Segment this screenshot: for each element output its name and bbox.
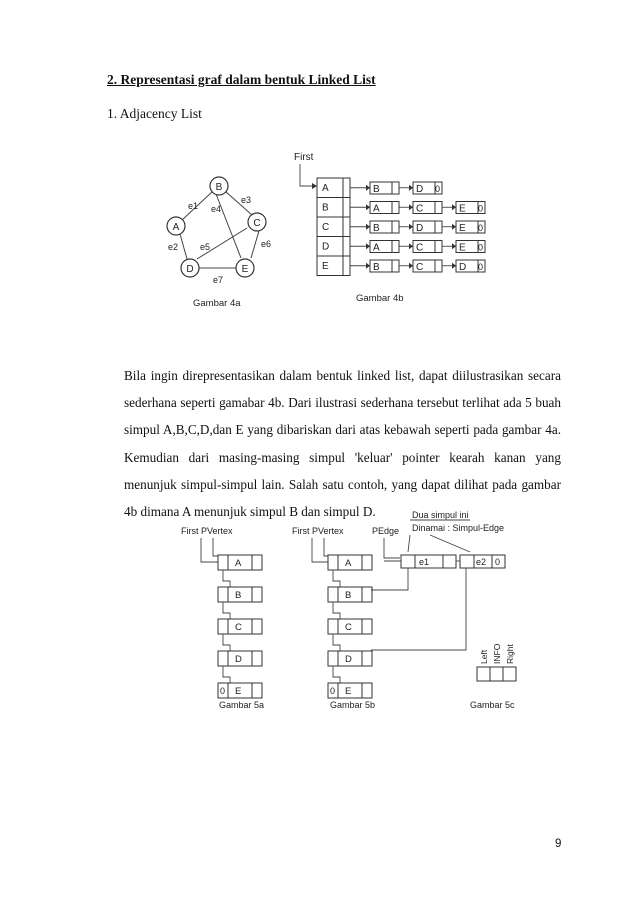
adj-node: D [416, 223, 424, 234]
caption-5b: Gambar 5b [330, 700, 376, 710]
null-pointer: 0 [478, 203, 484, 214]
vertex-label: E [345, 686, 352, 697]
vertex-label: A [345, 558, 352, 569]
adj-node: C [416, 262, 424, 273]
svg-text:e3: e3 [241, 195, 252, 205]
adj-node: D [416, 184, 424, 195]
vertex-label: E [235, 686, 242, 697]
adj-node: E [459, 203, 466, 215]
vertex-label: B [345, 590, 352, 601]
adj-node: B [373, 184, 380, 195]
adj-node: C [416, 203, 424, 215]
pointer-label-5a: First PVertex [181, 526, 233, 536]
svg-text:B: B [215, 182, 223, 193]
first-label: First [294, 152, 314, 163]
caption-5c: Gambar 5c [470, 700, 515, 710]
vertex-label: D [345, 654, 352, 665]
pedge-label: PEdge [372, 526, 400, 536]
note-line-1: Dua simpul ini [412, 510, 469, 520]
svg-text:C: C [253, 218, 261, 229]
section-subheading: 1. Adjacency List [107, 106, 202, 121]
vertex-label: A [235, 558, 242, 569]
adj-node: C [416, 242, 424, 254]
svg-text:e2: e2 [168, 242, 179, 252]
null-pointer: 0 [478, 223, 484, 233]
section-heading: 2. Representasi graf dalam bentuk Linked List [107, 72, 376, 87]
row-vertex: E [322, 261, 329, 272]
svg-text:E: E [241, 264, 249, 275]
field-info: INFO [492, 643, 502, 664]
vertex-label: D [235, 654, 242, 665]
svg-text:e1: e1 [188, 201, 199, 211]
svg-text:A: A [172, 222, 180, 233]
adj-node: D [459, 262, 467, 273]
svg-text:e6: e6 [261, 239, 272, 249]
svg-text:e2: e2 [476, 557, 487, 567]
svg-text:e4: e4 [211, 204, 222, 214]
body-paragraph: Bila ingin direpresentasikan dalam bentuk linked list, dapat diilustrasikan secara sederhana seperti gamabar 4b. Dari ilustrasi sederhana tersebut terlihat ada 5 buah simpul A,B,C,D,dan E yang dibariskan dari atas kebawah seperti pada gambar 4a. Kemudian dari masing-masing simpul 'keluar' pointer kearah kanan yang menunjuk simpul-simpul lain. Salah satu contoh, yang dapat dilihat pada gambar 4b dimana A menunjuk simpul B dan simpul D. [124, 368, 561, 520]
svg-text:0: 0 [495, 557, 501, 567]
row-vertex: A [322, 183, 329, 194]
null-pointer: 0 [330, 686, 336, 696]
vertex-label: C [235, 622, 242, 633]
adj-node: E [459, 242, 466, 254]
pointer-label-5b: First PVertex [292, 526, 344, 536]
null-pointer: 0 [220, 686, 226, 696]
caption-5a: Gambar 5a [219, 700, 265, 710]
svg-text:e7: e7 [213, 275, 224, 285]
vertex-label: B [235, 590, 242, 601]
null-pointer: 0 [478, 242, 484, 253]
adj-node: B [373, 223, 380, 234]
svg-text:D: D [186, 264, 194, 275]
page-number: 9 [555, 838, 562, 850]
adj-node: A [373, 242, 380, 254]
row-vertex: D [322, 241, 330, 253]
svg-text:e5: e5 [200, 242, 211, 252]
caption-4b: Gambar 4b [356, 293, 404, 304]
null-pointer: 0 [478, 262, 484, 272]
adj-node: E [459, 223, 466, 234]
note-line-2: Dinamai : Simpul-Edge [412, 523, 505, 533]
row-vertex: C [322, 222, 330, 233]
adj-node: A [373, 203, 380, 215]
null-pointer: 0 [435, 184, 441, 194]
vertex-label: C [345, 622, 352, 633]
row-vertex: B [322, 202, 329, 214]
field-right: Right [505, 644, 515, 664]
caption-4a: Gambar 4a [193, 298, 241, 309]
field-left: Left [479, 649, 489, 664]
adj-node: B [373, 262, 380, 273]
svg-text:e1: e1 [419, 557, 430, 567]
